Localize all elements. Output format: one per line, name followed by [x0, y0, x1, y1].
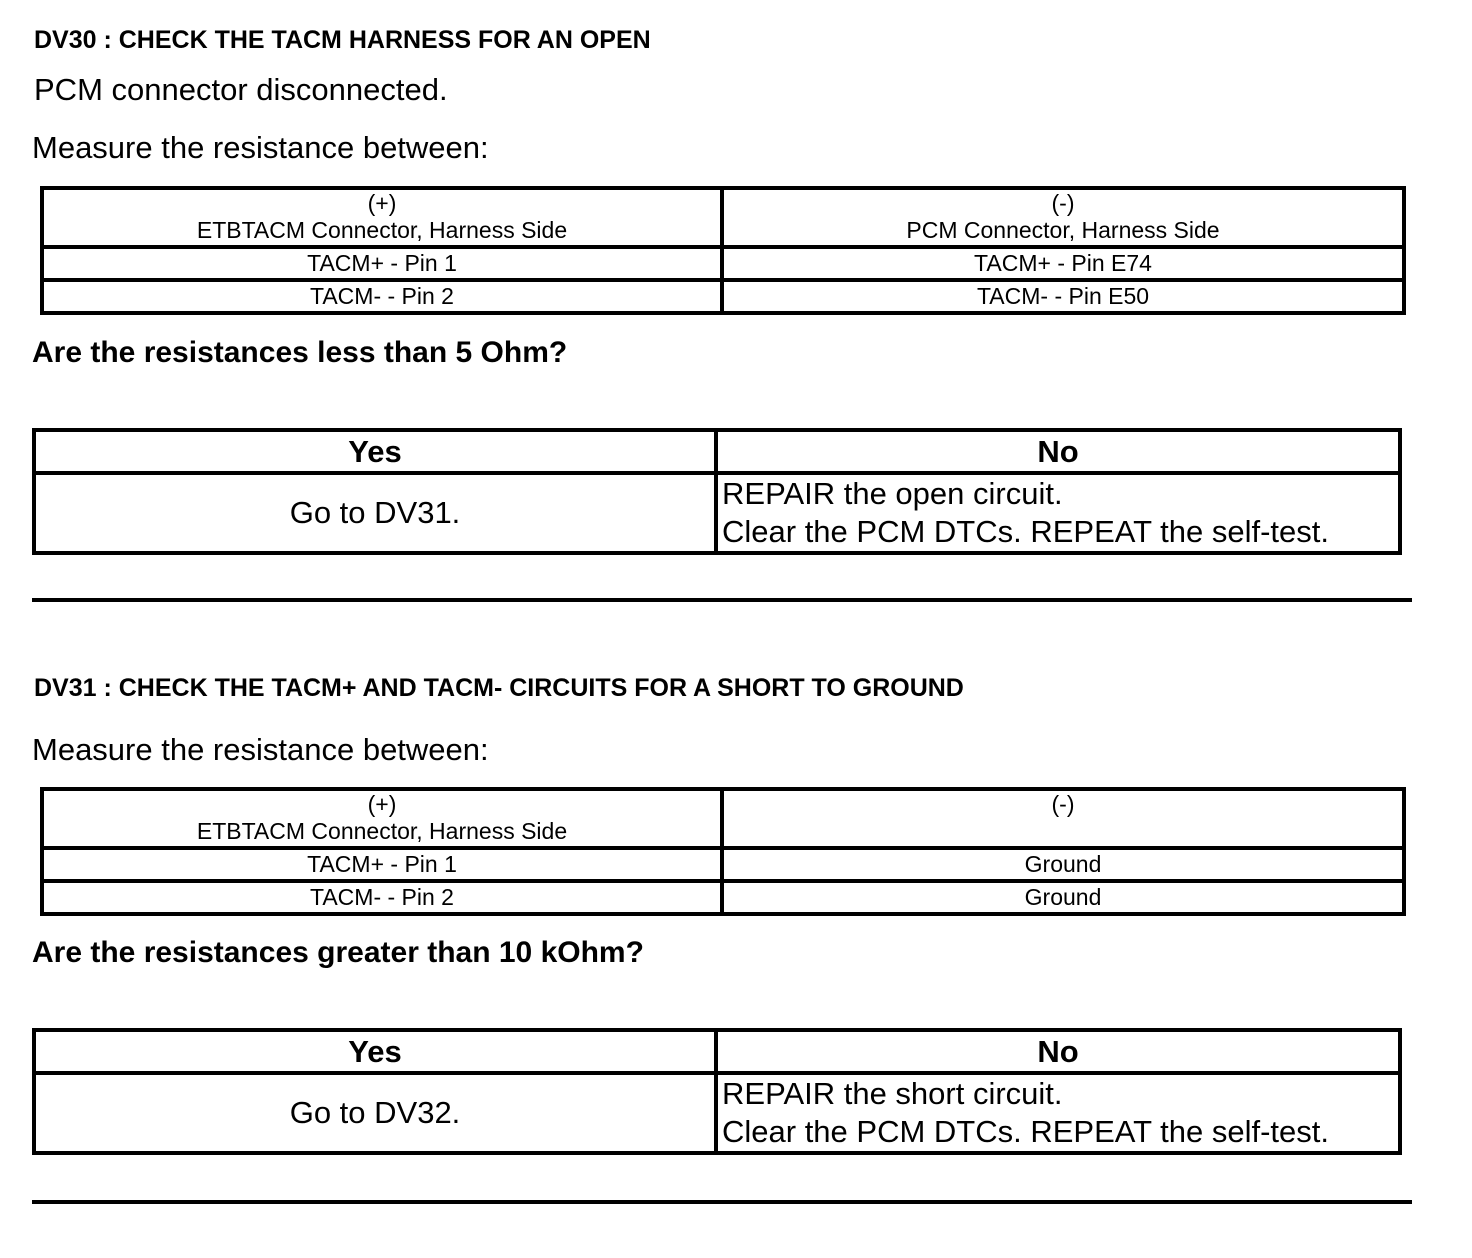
table-cell: Ground	[722, 848, 1404, 881]
table-cell: TACM+ - Pin E74	[722, 247, 1404, 280]
dv30-title: DV30 : CHECK THE TACM HARNESS FOR AN OPEN	[34, 26, 651, 54]
table-cell: TACM- - Pin 2	[42, 881, 722, 914]
no-action	[716, 473, 1400, 553]
dv30-instruction: Measure the resistance between:	[32, 130, 489, 165]
yes-action: Go to DV32.	[34, 1073, 716, 1153]
dv30-decision-table	[32, 428, 1402, 555]
table-cell: Ground	[722, 881, 1404, 914]
no-action-line-2: Clear the PCM DTCs. REPEAT the self-test.	[722, 1114, 1329, 1149]
negative-probe-header	[722, 188, 1404, 247]
decision-result-row	[34, 473, 1400, 553]
no-header: No	[716, 1030, 1400, 1073]
dv31-title: DV31 : CHECK THE TACM+ AND TACM- CIRCUITS FOR A SHORT TO GROUND	[34, 674, 964, 702]
negative-location: PCM Connector, Harness Side	[906, 217, 1220, 243]
decision-result-row	[34, 1073, 1400, 1153]
positive-symbol: (+)	[367, 190, 397, 216]
table-row	[42, 280, 1404, 313]
dv31-instruction: Measure the resistance between:	[32, 732, 489, 767]
positive-probe-header	[42, 188, 722, 247]
dv31-measurement-table	[40, 787, 1406, 916]
table-cell: TACM- - Pin E50	[722, 280, 1404, 313]
positive-location: ETBTACM Connector, Harness Side	[196, 217, 568, 243]
no-action-line-2: Clear the PCM DTCs. REPEAT the self-test.	[722, 514, 1329, 549]
section-divider	[32, 1200, 1412, 1204]
no-header: No	[716, 430, 1400, 473]
dv31-decision-table	[32, 1028, 1402, 1155]
no-action-line-1: REPAIR the short circuit.	[722, 1076, 1063, 1111]
table-header-row	[42, 188, 1404, 247]
section-divider	[32, 598, 1412, 602]
dv30-condition: PCM connector disconnected.	[34, 72, 448, 107]
yes-action: Go to DV31.	[34, 473, 716, 553]
table-row	[42, 881, 1404, 914]
table-row	[42, 247, 1404, 280]
table-cell: TACM- - Pin 2	[42, 280, 722, 313]
decision-header-row	[34, 1030, 1400, 1073]
table-header-row	[42, 789, 1404, 848]
dv30-measurement-table	[40, 186, 1406, 315]
no-action-line-1: REPAIR the open circuit.	[722, 476, 1063, 511]
table-row	[42, 848, 1404, 881]
negative-symbol: (-)	[1051, 190, 1075, 216]
decision-header-row	[34, 430, 1400, 473]
table-cell: TACM+ - Pin 1	[42, 247, 722, 280]
positive-location: ETBTACM Connector, Harness Side	[196, 818, 568, 844]
dv30-question: Are the resistances less than 5 Ohm?	[32, 336, 568, 369]
positive-symbol: (+)	[367, 791, 397, 817]
negative-symbol: (-)	[1051, 791, 1075, 817]
negative-probe-header	[722, 789, 1404, 848]
yes-header: Yes	[34, 430, 716, 473]
yes-header: Yes	[34, 1030, 716, 1073]
no-action	[716, 1073, 1400, 1153]
table-cell: TACM+ - Pin 1	[42, 848, 722, 881]
dv31-question: Are the resistances greater than 10 kOhm?	[32, 936, 644, 969]
positive-probe-header	[42, 789, 722, 848]
